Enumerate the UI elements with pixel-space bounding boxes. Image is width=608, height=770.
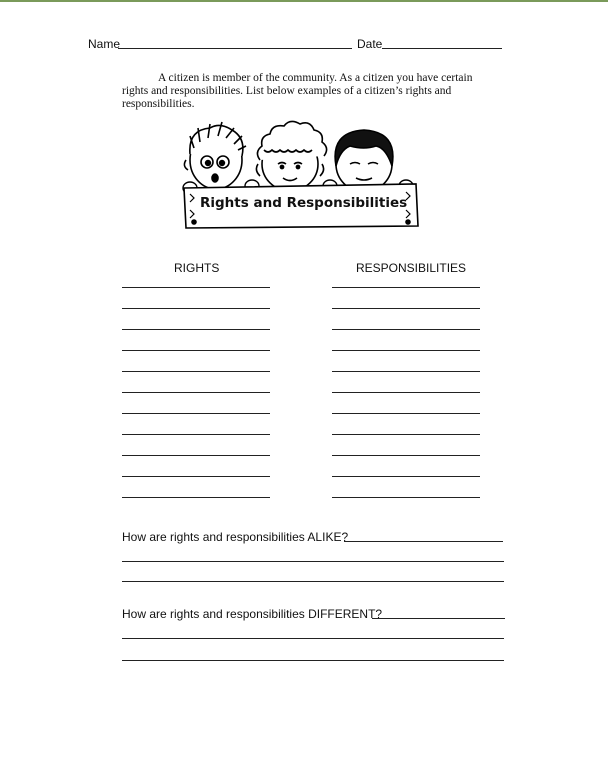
rights-line[interactable] <box>122 497 270 498</box>
rights-line[interactable] <box>122 308 270 309</box>
intro-line-3: responsibilities. <box>122 98 195 110</box>
kid-right-icon <box>335 130 393 192</box>
kid-left-icon <box>184 122 246 189</box>
rights-line[interactable] <box>122 413 270 414</box>
date-field-line[interactable] <box>382 48 502 49</box>
rights-line[interactable] <box>122 329 270 330</box>
responsibilities-line[interactable] <box>332 455 480 456</box>
rights-heading: RIGHTS <box>174 261 220 275</box>
intro-line-2: rights and responsibilities. List below examples of a citizen’s rights and <box>122 85 452 97</box>
name-label: Name <box>88 37 121 51</box>
rights-line[interactable] <box>122 287 270 288</box>
intro-line-1: A citizen is member of the community. As a citizen you have certain <box>158 72 473 84</box>
kid-middle-icon <box>256 121 326 191</box>
kids-banner-illustration <box>180 120 420 232</box>
rights-line[interactable] <box>122 434 270 435</box>
responsibilities-line[interactable] <box>332 350 480 351</box>
responsibilities-line[interactable] <box>332 392 480 393</box>
question-alike: How are rights and responsibilities ALIKE? <box>122 530 349 544</box>
answer-alike-line[interactable] <box>122 561 504 562</box>
date-label: Date <box>357 37 383 51</box>
responsibilities-line[interactable] <box>332 287 480 288</box>
rights-line[interactable] <box>122 371 270 372</box>
responsibilities-line[interactable] <box>332 329 480 330</box>
rights-line[interactable] <box>122 392 270 393</box>
page-top-border <box>0 0 608 2</box>
rights-line[interactable] <box>122 350 270 351</box>
responsibilities-line[interactable] <box>332 434 480 435</box>
answer-different-line[interactable] <box>122 660 504 661</box>
responsibilities-line[interactable] <box>332 497 480 498</box>
answer-alike-line[interactable] <box>344 541 503 542</box>
answer-alike-line[interactable] <box>122 581 504 582</box>
rights-line[interactable] <box>122 476 270 477</box>
question-different: How are rights and responsibilities DIFFERENT? <box>122 607 383 621</box>
responsibilities-line[interactable] <box>332 413 480 414</box>
rights-line[interactable] <box>122 455 270 456</box>
responsibilities-line[interactable] <box>332 308 480 309</box>
banner-title: Rights and Responsibilities <box>200 195 408 211</box>
responsibilities-line[interactable] <box>332 371 480 372</box>
answer-different-line[interactable] <box>122 638 504 639</box>
name-field-line[interactable] <box>118 48 352 49</box>
responsibilities-line[interactable] <box>332 476 480 477</box>
responsibilities-heading: RESPONSIBILITIES <box>356 261 467 275</box>
answer-different-line[interactable] <box>372 618 505 619</box>
